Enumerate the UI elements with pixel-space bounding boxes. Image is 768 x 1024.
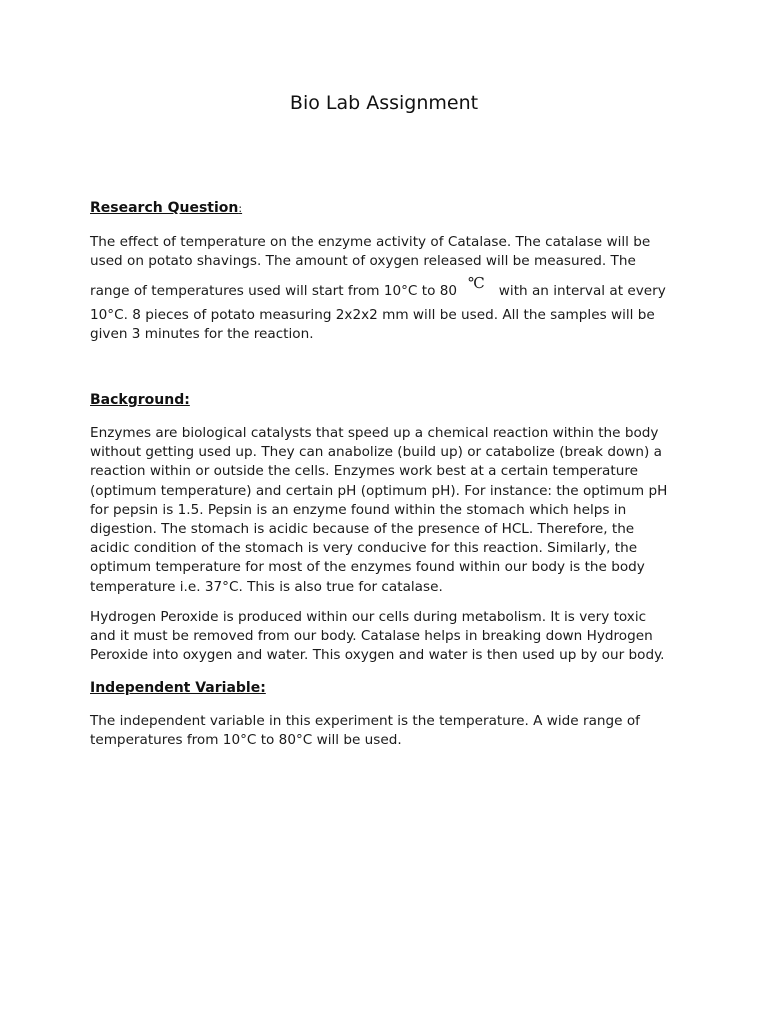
paragraph-line: without getting used up. They can anabolize (build up) or catabolize (break down) a [90, 444, 662, 461]
background-text-1 [90, 424, 690, 597]
research-question-text-end [90, 306, 690, 344]
paragraph-line: (optimum temperature) and certain pH (optimum pH). For instance: the optimum pH [90, 482, 668, 499]
background-text-2 [90, 608, 690, 666]
paragraph-line: 10°C. 8 pieces of potato measuring 2x2x2 mm will be used. All the samples will be [90, 307, 655, 323]
research-question-heading-text: Research Question [90, 200, 239, 216]
background-paragraph-2 [90, 608, 690, 666]
background-paragraph-1 [90, 424, 690, 597]
background-section [90, 392, 690, 408]
paragraph-line: Peroxide into oxygen and water. This oxygen and water is then used up by our body. [90, 647, 665, 664]
paragraph-line: acidic condition of the stomach is very conducive for this reaction. Similarly, the [90, 540, 638, 557]
research-question-text [90, 233, 690, 271]
document-title: Bio Lab Assignment [289, 92, 479, 114]
paragraph-line: and it must be removed from our body. Catalase helps in breaking down Hydrogen [90, 628, 653, 645]
paragraph-line: for pepsin is 1.5. Pepsin is an enzyme found within the stomach which helps in [90, 501, 627, 518]
paragraph-line: optimum temperature for most of the enzymes found within our body is the body [90, 559, 645, 576]
celsius-symbol: ℃ [468, 274, 485, 292]
paragraph-line: given 3 minutes for the reaction. [90, 326, 314, 343]
paragraph-line: range of temperatures used will start from 10°C to 80 [90, 283, 458, 299]
paragraph-line: Hydrogen Peroxide is produced within our cells during metabolism. It is very toxic [90, 609, 647, 625]
paragraph-line: The effect of temperature on the enzyme activity of Catalase. The catalase will be [90, 234, 651, 250]
paragraph-line: temperature i.e. 37°C. This is also true for catalase. [90, 578, 443, 595]
research-question-temperature-line [90, 274, 690, 301]
research-question-heading [90, 200, 690, 216]
paragraph-line: digestion. The stomach is acidic because of the presence of HCL. Therefore, the [90, 521, 635, 538]
research-question-paragraph [90, 233, 690, 271]
paragraph-line: The independent variable in this experiment is the temperature. A wide range of [90, 713, 640, 729]
research-question-paragraph-end [90, 306, 690, 344]
paragraph-line: reaction within or outside the cells. Enzymes work best at a certain temperature [90, 463, 638, 480]
paragraph-line: with an interval at every [498, 283, 666, 299]
independent-variable-text [90, 712, 690, 750]
independent-variable-heading: Independent Variable: [90, 680, 266, 696]
independent-variable-section [90, 680, 690, 696]
paragraph-line: temperatures from 10°C to 80°C will be used. [90, 732, 402, 749]
temperature-range-line [90, 274, 690, 301]
paragraph-line: Enzymes are biological catalysts that speed up a chemical reaction within the body [90, 425, 659, 441]
paragraph-line: used on potato shavings. The amount of oxygen released will be measured. The [90, 253, 636, 270]
background-heading: Background: [90, 392, 190, 408]
independent-variable-paragraph [90, 712, 690, 750]
research-question-heading-colon: : [238, 202, 243, 215]
research-question-section [90, 200, 690, 216]
